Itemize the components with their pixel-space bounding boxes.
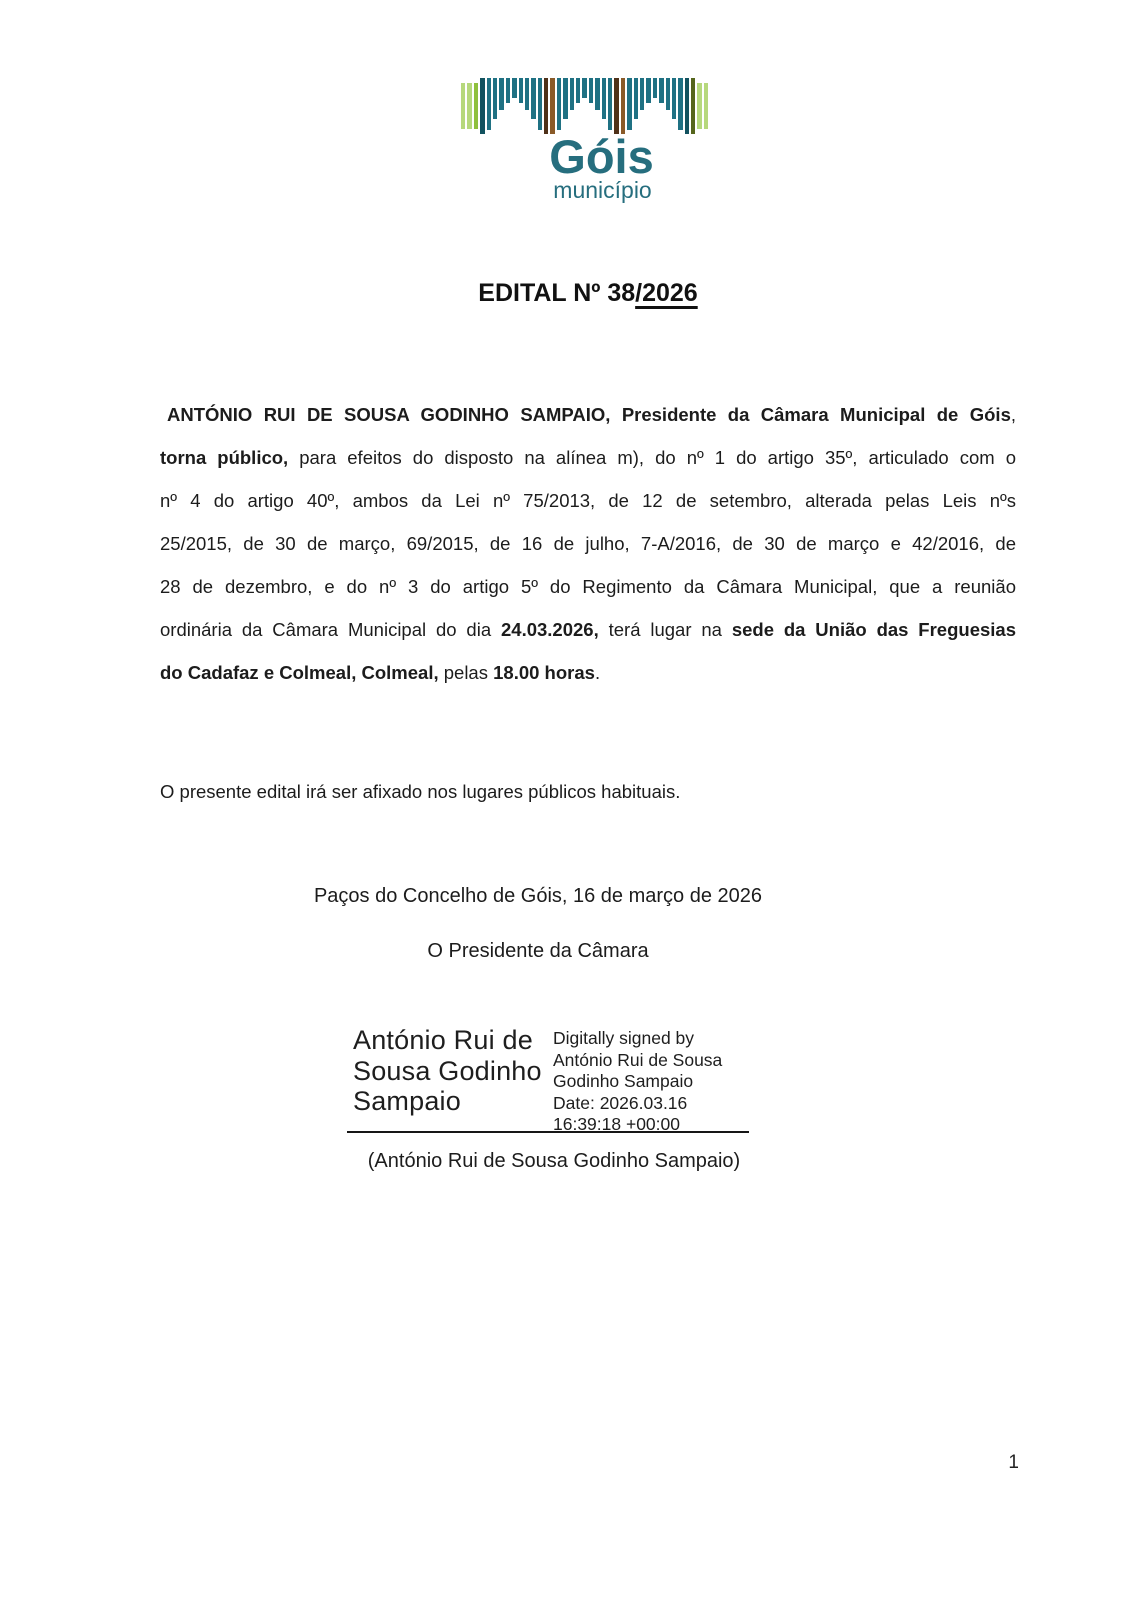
edital-title (160, 279, 1016, 308)
body-text-segment: , (1010, 404, 1016, 425)
logo-bar (608, 78, 612, 130)
body-text-segment: . (594, 662, 601, 683)
logo-bar (634, 78, 638, 119)
logo-bar (582, 78, 586, 98)
logo-bar (538, 78, 542, 130)
signature-details (553, 1025, 722, 1136)
logo-bar (627, 78, 631, 130)
logo-bar (506, 78, 510, 103)
logo-bar (570, 78, 574, 110)
logo-bar (678, 78, 682, 130)
logo-bar (666, 78, 670, 110)
body-line (160, 522, 1016, 565)
body-text-segment: torna público, (160, 447, 289, 468)
signature-details-line: Digitally signed by (553, 1028, 695, 1048)
body-text-segment: para efeitos do disposto na alínea m), do nº 1 do artigo 35º, articulado com o (288, 447, 1016, 468)
edital-title-number-underlined: /2026 (635, 279, 698, 307)
logo-bar (557, 78, 561, 130)
logo-subtitle: município (553, 177, 652, 203)
logo-bar (595, 78, 599, 110)
logo-bar (563, 78, 567, 119)
logo-bar (640, 78, 644, 110)
logo-bar (589, 78, 593, 103)
logo-bar (672, 78, 676, 119)
logo-bar (659, 78, 663, 103)
logo-bar (519, 78, 523, 103)
signature-details-line: António Rui de Sousa (553, 1049, 723, 1070)
logo-bar (467, 83, 471, 129)
logo-bar (525, 78, 529, 110)
logo-bar (487, 78, 491, 130)
logo-bar (691, 78, 695, 134)
logo-bar (480, 78, 484, 134)
body-text-segment: 24.03.2026, (501, 619, 599, 640)
body-line (160, 436, 1016, 479)
signer-role-line: O Presidente da Câmara (427, 940, 649, 962)
body-text-segment: ANTÓNIO RUI DE SOUSA GODINHO SAMPAIO, Presidente da Câmara Municipal de Góis (167, 404, 1011, 425)
page-number: 1 (1008, 1452, 1019, 1473)
body-line (160, 565, 1016, 608)
signature-display-name (353, 1025, 553, 1117)
signature-details-line: Godinho Sampaio (553, 1071, 694, 1092)
signature-name-line: Sousa Godinho (353, 1055, 542, 1086)
gois-logo-bridge-icon (461, 78, 710, 134)
logo-bar (544, 78, 548, 134)
logo-bar (602, 78, 606, 119)
logo-bar (653, 78, 657, 98)
body-text-segment: 25/2015, de 30 de março, 69/2015, de 16 de julho, 7-A/2016, de 30 de março e 42/2016, de (160, 533, 1016, 554)
logo-bar (531, 78, 535, 119)
signature-rule (347, 1131, 749, 1133)
logo-bar (646, 78, 650, 103)
digital-signature-block (353, 1025, 722, 1136)
body-text-segment: pelas (438, 662, 494, 683)
logo-bar (474, 83, 478, 129)
body-text-segment: 28 de dezembro, e do nº 3 do artigo 5º do Regimento da Câmara Municipal, que a reunião (160, 576, 1016, 597)
signature-details-line: Date: 2026.03.16 (553, 1092, 688, 1113)
place-date-line: Paços do Concelho de Góis, 16 de março de 2026 (313, 885, 763, 907)
logo-bar (550, 78, 554, 134)
body-text-segment: sede da União das Freguesias (731, 619, 1016, 640)
logo-bar (704, 83, 708, 129)
logo-bar (576, 78, 580, 103)
body-text-segment: ordinária da Câmara Municipal do dia (160, 619, 501, 640)
body-line (160, 479, 1016, 522)
notice-line: O presente edital irá ser afixado nos lugares públicos habituais. (160, 781, 681, 802)
logo-bar (493, 78, 497, 119)
logo-bar (461, 83, 465, 129)
logo-name: Góis (549, 130, 654, 183)
signature-details-line: 16:39:18 +00:00 (553, 1114, 680, 1135)
edital-title-prefix: EDITAL Nº 38 (478, 279, 636, 307)
signature-name-line: Sampaio (353, 1086, 461, 1116)
edital-paragraph (160, 393, 1016, 694)
signature-name-line: António Rui de (353, 1025, 533, 1055)
logo-bar (621, 78, 625, 134)
printed-signer-name: (António Rui de Sousa Godinho Sampaio) (367, 1150, 741, 1172)
body-text-segment: do Cadafaz e Colmeal, Colmeal, (160, 662, 439, 683)
logo-bar (512, 78, 516, 98)
body-line (160, 393, 1016, 436)
logo-bar (614, 78, 618, 134)
body-text-segment: 18.00 horas (493, 662, 595, 683)
body-line (160, 608, 1016, 651)
logo-bar (685, 78, 689, 134)
body-line (160, 651, 1016, 694)
logo-bar (499, 78, 503, 110)
body-text-segment: nº 4 do artigo 40º, ambos da Lei nº 75/2013, de 12 de setembro, alterada pelas Leis nºs (160, 490, 1016, 511)
logo-bar (697, 83, 701, 129)
body-text-segment: terá lugar na (598, 619, 732, 640)
